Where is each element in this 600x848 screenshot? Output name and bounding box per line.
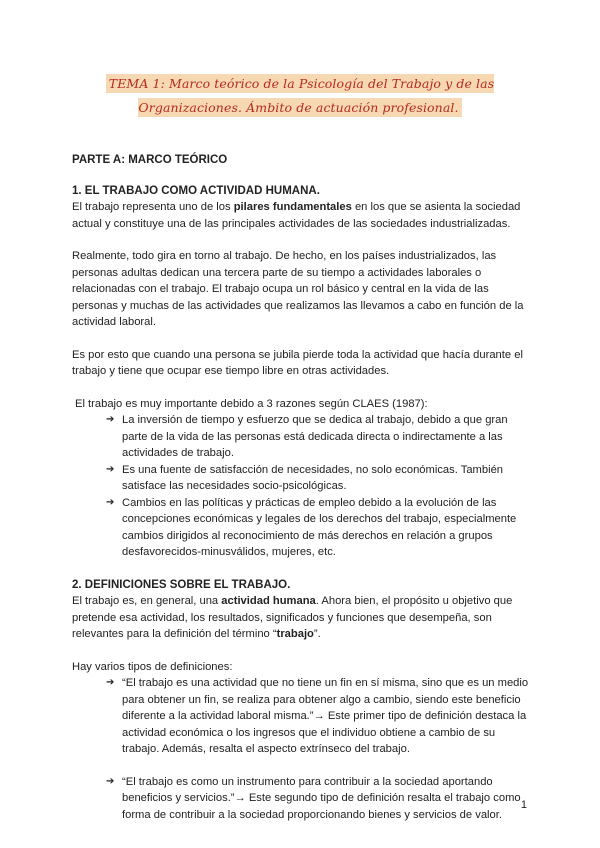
list-item: ➔ “El trabajo es una actividad que no tiene un fin en sí misma, sino que es un medio para obtener un fin, se realiza para obtener algo a cambio, siendo este beneficio diferente a la actividad laboral misma.”→ Este primer tipo de definición destaca la actividad económica o los ingresos que el individuo obtiene a cambio de su trabajo. Además, resalta el aspecto extrínseco del trabajo.: [108, 675, 532, 758]
list-item: ➔ La inversión de tiempo y esfuerzo que se dedica al trabajo, debido a que gran parte de la vida de las personas está dedicada directa o indirectamente a las actividades de trabajo.: [108, 412, 532, 462]
section-1-paragraph-3: Es por esto que cuando una persona se jubila pierde toda la actividad que hacía durante el trabajo y tiene que ocupar ese tiempo libre en otras actividades.: [72, 348, 523, 377]
text-run: El trabajo representa uno de los: [72, 201, 234, 213]
section-2-paragraph-1: [72, 593, 532, 643]
definition-types-intro: Hay varios tipos de definiciones:: [72, 660, 233, 673]
reasons-list: [72, 412, 532, 561]
list-item: ➔ “El trabajo es como un instrumento para contribuir a la sociedad aportando beneficios y servicios.”→ Este segundo tipo de definición resalta el trabajo como forma de contribuir a la sociedad proporcionando bienes y servicios de valor.: [108, 774, 532, 824]
section-2-heading: 2. DEFINICIONES SOBRE EL TRABAJO.: [72, 578, 291, 591]
text-run: El trabajo es, en general, una: [72, 595, 222, 607]
document-body: [72, 152, 532, 823]
section-1-heading: 1. EL TRABAJO COMO ACTIVIDAD HUMANA.: [72, 184, 320, 197]
text-run: en los que se asienta la sociedad actual y constituye una de las principales actividades de las sociedades industrializadas.: [72, 201, 521, 230]
text-run: . Ahora bien, el propósito u objetivo que pretende esa actividad, los resultados, significados y funciones que desempeña, son relevantes para la definición del término “: [72, 595, 513, 640]
section-1-paragraph-2: Realmente, todo gira en torno al trabajo. De hecho, en los países industrializados, las personas adultas dedican una tercera parte de su tiempo a actividades laborales o relacionadas con el trabajo. El trabajo ocupa un rol básico y central en la vida de las personas y muchas de las actividades que realizamos las llevamos a cabo en función de la actividad laboral.: [72, 250, 524, 328]
document-title: [60, 72, 540, 120]
bold-term: actividad humana: [221, 595, 316, 607]
list-item: ➔ Cambios en las políticas y prácticas de empleo debido a la evolución de las concepciones económicas y legales de los derechos del trabajo, especialmente cambios dirigidos al reconocimiento de más derechos en relación a grupos desfavorecidos-minusválidos, mujeres, etc.: [108, 495, 532, 561]
part-a-heading: PARTE A: MARCO TEÓRICO: [72, 154, 228, 166]
reasons-intro: El trabajo es muy importante debido a 3 razones según CLAES (1987):: [75, 397, 428, 410]
section-1-paragraph-1: [72, 199, 532, 232]
list-item: ➔ Es una fuente de satisfacción de necesidades, no solo económicas. También satisface las necesidades socio-psicológicas.: [108, 462, 532, 495]
text-run: ”.: [313, 628, 321, 640]
bold-term: pilares fundamentales: [233, 201, 352, 213]
bold-term: trabajo: [276, 628, 314, 640]
definitions-list-2: [72, 774, 532, 824]
title-highlight: TEMA 1: Marco teórico de la Psicología del Trabajo y de las Organizaciones. Ámbito de actuación profesional.: [106, 74, 494, 117]
page-number: 1: [520, 799, 527, 811]
definitions-list: [72, 675, 532, 758]
